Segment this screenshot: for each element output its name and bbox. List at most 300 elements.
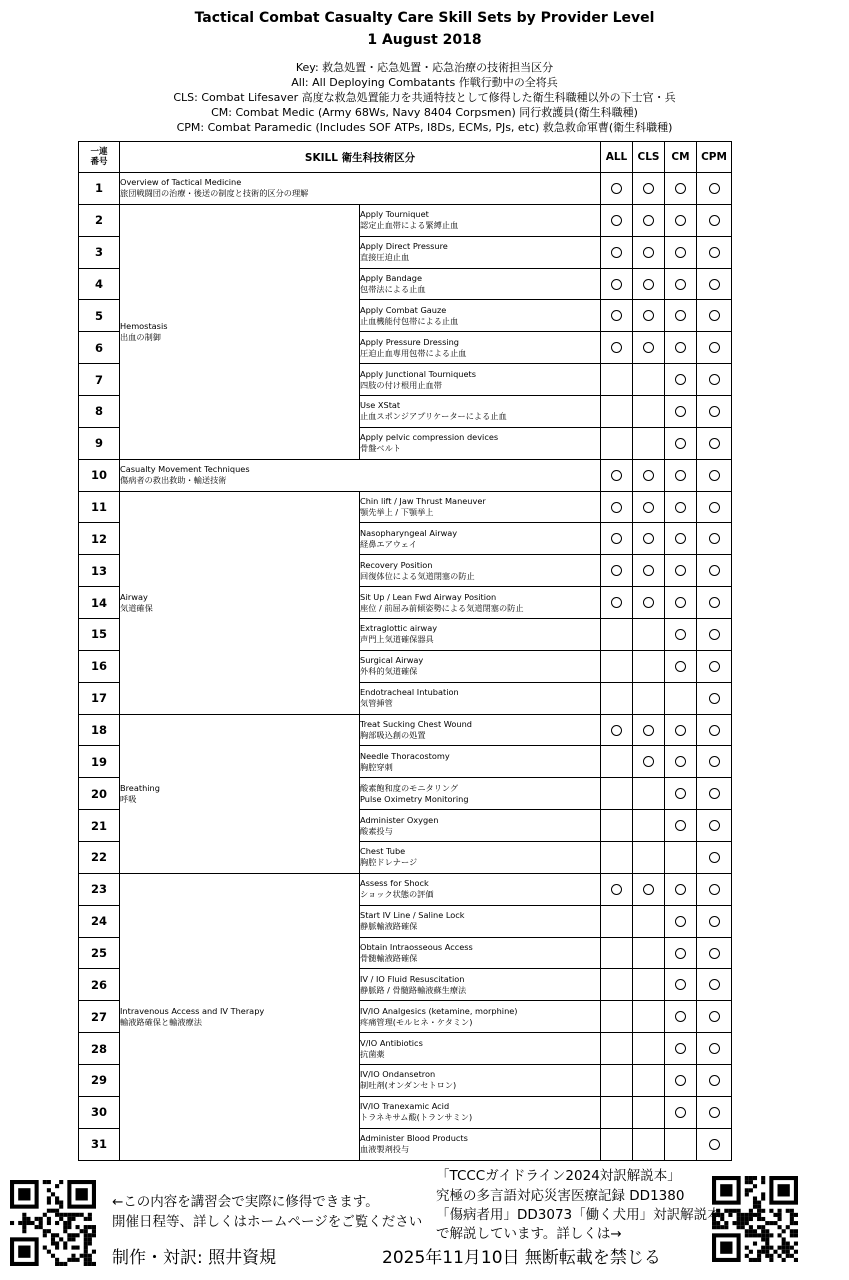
mark-cpm (697, 1001, 732, 1033)
mark-cm (665, 204, 697, 236)
circle-mark-icon (709, 533, 720, 544)
skill-en: Use XStat (360, 400, 401, 411)
key-line: CPM: Combat Paramedic (Includes SOF ATPs, I8Ds, ECMs, PJs, etc) 救急救命軍曹(衛生科職種) (176, 121, 673, 134)
circle-mark-icon (675, 884, 686, 895)
skill-en: Apply Junctional Tourniquets (360, 368, 476, 379)
mark-cls (633, 364, 665, 396)
circle-mark-icon (643, 279, 654, 290)
skill-ja: 制吐剤(オンダンセトロン) (360, 1080, 457, 1091)
category-ja: 輸液路確保と輸液療法 (120, 1016, 202, 1027)
skill-en: V/IO Antibiotics (360, 1037, 423, 1048)
mark-cm (665, 268, 697, 300)
circle-mark-icon (611, 725, 622, 736)
circle-mark-icon (675, 597, 686, 608)
mark-cm (665, 173, 697, 205)
category-ja: 呼吸 (120, 793, 137, 804)
skill-ja: 胸部吸込創の処置 (360, 730, 426, 741)
skill-ja: 骨盤ベルト (360, 443, 401, 454)
mark-cls (633, 459, 665, 491)
mark-cpm (697, 300, 732, 332)
skill-category (120, 873, 360, 1160)
skill-en: Administer Blood Products (360, 1133, 468, 1144)
mark-all (601, 555, 633, 587)
skill-en: IV/IO Ondansetron (360, 1069, 436, 1080)
mark-cls (633, 268, 665, 300)
mark-cm (665, 746, 697, 778)
skill-item (360, 842, 601, 874)
circle-mark-icon (675, 820, 686, 831)
circle-mark-icon (709, 1075, 720, 1086)
skill-item (360, 1096, 601, 1128)
circle-mark-icon (675, 629, 686, 640)
mark-cpm (697, 587, 732, 619)
mark-cm (665, 905, 697, 937)
circle-mark-icon (709, 1043, 720, 1054)
circle-mark-icon (709, 374, 720, 385)
circle-mark-icon (611, 533, 622, 544)
circle-mark-icon (709, 1011, 720, 1022)
mark-cpm (697, 555, 732, 587)
mark-all (601, 204, 633, 236)
circle-mark-icon (709, 438, 720, 449)
row-number: 15 (79, 619, 120, 651)
skill-item (360, 682, 601, 714)
mark-all (601, 523, 633, 555)
circle-mark-icon (709, 661, 720, 672)
page-date: 1 August 2018 (367, 32, 482, 48)
circle-mark-icon (643, 183, 654, 194)
mark-cm (665, 491, 697, 523)
circle-mark-icon (675, 756, 686, 767)
skill-table (78, 141, 732, 1161)
footer-left-line1: ←この内容を講習会で実際に修得できます。 (112, 1194, 379, 1210)
header-skill: SKILL 衛生科技術区分 (120, 142, 601, 173)
skill-en: Apply pelvic compression devices (360, 432, 499, 443)
skill-en: Chin lift / Jaw Thrust Maneuver (360, 496, 486, 507)
skill-item (360, 746, 601, 778)
skill-category (120, 459, 601, 491)
skill-en: Extraglottic airway (360, 623, 438, 634)
skill-en: Apply Pressure Dressing (360, 336, 460, 347)
mark-all (601, 300, 633, 332)
circle-mark-icon (643, 725, 654, 736)
mark-all (601, 364, 633, 396)
key-line: All: All Deploying Combatants 作戦行動中の全将兵 (291, 76, 558, 89)
mark-all (601, 459, 633, 491)
row-number: 7 (79, 364, 120, 396)
circle-mark-icon (709, 629, 720, 640)
mark-cpm (697, 1033, 732, 1065)
circle-mark-icon (643, 247, 654, 258)
row-number: 2 (79, 204, 120, 236)
mark-cls (633, 842, 665, 874)
row-number: 23 (79, 873, 120, 905)
mark-cls (633, 1128, 665, 1160)
mark-cm (665, 619, 697, 651)
row-number: 24 (79, 905, 120, 937)
footer-date-notice: 2025年11月10日 無断転載を禁じる (382, 1248, 661, 1268)
mark-cls (633, 937, 665, 969)
mark-all (601, 650, 633, 682)
mark-cpm (697, 268, 732, 300)
skill-ja: 四肢の付け根用止血帯 (360, 379, 442, 390)
row-number: 8 (79, 396, 120, 428)
page-title: Tactical Combat Casualty Care Skill Sets by Provider Level (194, 10, 655, 26)
skill-item (360, 491, 601, 523)
mark-cm (665, 682, 697, 714)
skill-en: Chest Tube (360, 846, 406, 857)
circle-mark-icon (709, 820, 720, 831)
mark-cm (665, 396, 697, 428)
circle-mark-icon (611, 470, 622, 481)
circle-mark-icon (611, 310, 622, 321)
row-number: 19 (79, 746, 120, 778)
circle-mark-icon (643, 310, 654, 321)
skill-ja: 胸腔ドレナージ (360, 857, 418, 868)
skill-en: Needle Thoracostomy (360, 750, 450, 761)
circle-mark-icon (709, 502, 720, 513)
mark-cls (633, 300, 665, 332)
circle-mark-icon (709, 310, 720, 321)
mark-cm (665, 1001, 697, 1033)
mark-cpm (697, 491, 732, 523)
circle-mark-icon (709, 406, 720, 417)
row-number: 18 (79, 714, 120, 746)
mark-all (601, 173, 633, 205)
skill-en: Endotracheal Intubation (360, 687, 459, 698)
mark-cm (665, 332, 697, 364)
row-number: 27 (79, 1001, 120, 1033)
skill-ja: 止血機能付包帯による止血 (360, 315, 459, 326)
mark-cls (633, 905, 665, 937)
mark-cls (633, 173, 665, 205)
table-header-row (79, 142, 732, 173)
circle-mark-icon (643, 565, 654, 576)
row-number: 5 (79, 300, 120, 332)
skill-item (360, 364, 601, 396)
mark-all (601, 778, 633, 810)
circle-mark-icon (675, 342, 686, 353)
skill-en: Apply Direct Pressure (360, 241, 448, 252)
mark-cm (665, 937, 697, 969)
row-number: 22 (79, 842, 120, 874)
table-row (79, 714, 732, 746)
mark-cpm (697, 778, 732, 810)
circle-mark-icon (675, 438, 686, 449)
row-number: 17 (79, 682, 120, 714)
mark-cm (665, 459, 697, 491)
mark-cm (665, 778, 697, 810)
header-cm: CM (665, 142, 697, 173)
circle-mark-icon (709, 916, 720, 927)
mark-cls (633, 969, 665, 1001)
header-cpm: CPM (697, 142, 732, 173)
mark-cpm (697, 650, 732, 682)
mark-cpm (697, 523, 732, 555)
mark-cls (633, 682, 665, 714)
circle-mark-icon (611, 342, 622, 353)
skill-en: Start IV Line / Saline Lock (360, 910, 465, 921)
skill-en: Recovery Position (360, 559, 433, 570)
skill-ja: 静脈路 / 骨髄路輸液蘇生療法 (360, 984, 467, 995)
mark-cm (665, 1096, 697, 1128)
qr-code-right-icon[interactable] (712, 1176, 798, 1262)
circle-mark-icon (611, 597, 622, 608)
skill-ja: Pulse Oximetry Monitoring (360, 793, 469, 804)
mark-cls (633, 1033, 665, 1065)
mark-cpm (697, 810, 732, 842)
mark-cpm (697, 842, 732, 874)
skill-item (360, 1065, 601, 1097)
mark-all (601, 746, 633, 778)
skill-ja: ショック状態の評価 (360, 889, 434, 900)
circle-mark-icon (675, 948, 686, 959)
skill-item (360, 714, 601, 746)
category-en: Hemostasis (120, 320, 168, 331)
skill-ja: 顎先挙上 / 下顎挙上 (360, 507, 434, 518)
mark-all (601, 714, 633, 746)
skill-ja: 圧迫止血専用包帯による止血 (360, 347, 467, 358)
row-number: 20 (79, 778, 120, 810)
mark-all (601, 619, 633, 651)
circle-mark-icon (675, 565, 686, 576)
mark-cls (633, 1065, 665, 1097)
skill-ja: 胸腔穿刺 (360, 761, 393, 772)
mark-all (601, 587, 633, 619)
row-number: 3 (79, 236, 120, 268)
skill-item (360, 810, 601, 842)
mark-cm (665, 1033, 697, 1065)
footer-right-line4: で解説しています。詳しくは→ (436, 1226, 622, 1242)
circle-mark-icon (709, 342, 720, 353)
mark-all (601, 268, 633, 300)
skill-item (360, 1033, 601, 1065)
mark-cls (633, 396, 665, 428)
circle-mark-icon (675, 279, 686, 290)
mark-all (601, 491, 633, 523)
header-cls: CLS (633, 142, 665, 173)
mark-cls (633, 746, 665, 778)
circle-mark-icon (611, 279, 622, 290)
footer-right-line3: 「傷病者用」DD3073「働く犬用」対訳解説本 (436, 1207, 721, 1223)
mark-cpm (697, 332, 732, 364)
mark-cls (633, 236, 665, 268)
skill-item (360, 268, 601, 300)
table-row (79, 204, 732, 236)
header-all: ALL (601, 142, 633, 173)
circle-mark-icon (675, 725, 686, 736)
mark-cpm (697, 1065, 732, 1097)
mark-cpm (697, 746, 732, 778)
circle-mark-icon (643, 215, 654, 226)
circle-mark-icon (675, 533, 686, 544)
skill-en: IV/IO Analgesics (ketamine, morphine) (360, 1005, 518, 1016)
mark-cpm (697, 619, 732, 651)
circle-mark-icon (675, 406, 686, 417)
mark-all (601, 810, 633, 842)
header-number: 一連 番号 (79, 142, 120, 173)
mark-all (601, 1096, 633, 1128)
row-number: 16 (79, 650, 120, 682)
circle-mark-icon (675, 1107, 686, 1118)
row-number: 14 (79, 587, 120, 619)
skill-en: IV/IO Tranexamic Acid (360, 1101, 450, 1112)
mark-cm (665, 427, 697, 459)
mark-cpm (697, 937, 732, 969)
mark-cm (665, 1065, 697, 1097)
circle-mark-icon (709, 597, 720, 608)
circle-mark-icon (643, 502, 654, 513)
mark-cpm (697, 873, 732, 905)
skill-item (360, 236, 601, 268)
row-number: 26 (79, 969, 120, 1001)
key-line: Key: 救急処置・応急処置・応急治療の技術担当区分 (295, 61, 554, 74)
skill-item (360, 587, 601, 619)
circle-mark-icon (675, 183, 686, 194)
row-number: 12 (79, 523, 120, 555)
circle-mark-icon (675, 979, 686, 990)
row-number: 31 (79, 1128, 120, 1160)
mark-cm (665, 555, 697, 587)
mark-cm (665, 300, 697, 332)
circle-mark-icon (709, 852, 720, 863)
row-number: 11 (79, 491, 120, 523)
skill-category (120, 491, 360, 714)
skill-ja: 気管挿管 (360, 698, 393, 709)
skill-en: Apply Tourniquet (360, 209, 429, 220)
circle-mark-icon (643, 533, 654, 544)
circle-mark-icon (709, 1107, 720, 1118)
mark-cls (633, 332, 665, 364)
circle-mark-icon (709, 215, 720, 226)
skill-category (120, 173, 601, 205)
mark-all (601, 969, 633, 1001)
mark-cpm (697, 905, 732, 937)
skill-en: Surgical Airway (360, 655, 424, 666)
mark-cm (665, 650, 697, 682)
skill-en: Apply Bandage (360, 273, 422, 283)
skill-en: Treat Sucking Chest Wound (360, 719, 472, 730)
skill-item (360, 1128, 601, 1160)
category-en: Airway (120, 591, 148, 602)
mark-cm (665, 236, 697, 268)
skill-item (360, 650, 601, 682)
skill-en: Assess for Shock (360, 878, 429, 889)
circle-mark-icon (675, 310, 686, 321)
mark-cpm (697, 1096, 732, 1128)
skill-item (360, 523, 601, 555)
mark-cls (633, 555, 665, 587)
mark-all (601, 1033, 633, 1065)
mark-cpm (697, 173, 732, 205)
circle-mark-icon (675, 1011, 686, 1022)
mark-cls (633, 873, 665, 905)
mark-cm (665, 810, 697, 842)
mark-cm (665, 523, 697, 555)
category-en: Casualty Movement Techniques (120, 464, 250, 475)
circle-mark-icon (675, 470, 686, 481)
mark-all (601, 1128, 633, 1160)
row-number: 1 (79, 173, 120, 205)
category-ja: 出血の制御 (120, 331, 161, 342)
circle-mark-icon (709, 279, 720, 290)
mark-all (601, 1001, 633, 1033)
mark-cpm (697, 364, 732, 396)
mark-all (601, 1065, 633, 1097)
skill-ja: 止血スポンジアプリケーターによる止血 (360, 411, 507, 422)
circle-mark-icon (709, 756, 720, 767)
mark-cls (633, 427, 665, 459)
mark-cpm (697, 427, 732, 459)
circle-mark-icon (709, 788, 720, 799)
circle-mark-icon (709, 725, 720, 736)
circle-mark-icon (643, 597, 654, 608)
row-number: 29 (79, 1065, 120, 1097)
skill-item (360, 905, 601, 937)
skill-ja: 外科的気道確保 (360, 666, 418, 677)
circle-mark-icon (709, 183, 720, 194)
skill-item (360, 332, 601, 364)
skill-item (360, 1001, 601, 1033)
mark-cpm (697, 236, 732, 268)
mark-all (601, 937, 633, 969)
circle-mark-icon (709, 979, 720, 990)
circle-mark-icon (709, 948, 720, 959)
table-row (79, 459, 732, 491)
skill-category (120, 714, 360, 873)
mark-cpm (697, 459, 732, 491)
qr-code-left-icon[interactable] (10, 1180, 96, 1266)
mark-cm (665, 364, 697, 396)
skill-en: IV / IO Fluid Resuscitation (360, 973, 465, 984)
category-ja: 旅団戦闘団の治療・後送の制度と技術的区分の理解 (120, 188, 309, 199)
mark-cls (633, 523, 665, 555)
skill-item (360, 873, 601, 905)
skill-item (360, 778, 601, 810)
circle-mark-icon (675, 1043, 686, 1054)
circle-mark-icon (643, 470, 654, 481)
mark-all (601, 905, 633, 937)
row-number: 21 (79, 810, 120, 842)
circle-mark-icon (675, 661, 686, 672)
circle-mark-icon (675, 788, 686, 799)
skill-ja: 座位 / 前屈み前傾姿勢による気道閉塞の防止 (360, 602, 524, 613)
mark-cls (633, 491, 665, 523)
category-en: Overview of Tactical Medicine (120, 177, 242, 188)
circle-mark-icon (643, 884, 654, 895)
circle-mark-icon (709, 565, 720, 576)
skill-ja: 骨髄輸液路確保 (360, 953, 418, 964)
key-line: CLS: Combat Lifesaver 高度な救急処置能力を共通特技として修得した衛生科職種以外の下士官・兵 (173, 91, 676, 104)
footer-right-line1: 「TCCCガイドライン2024対訳解説本」 (436, 1168, 681, 1184)
skill-ja: 包帯法による止血 (360, 284, 426, 294)
category-en: Breathing (120, 782, 160, 793)
table-row (79, 491, 732, 523)
skill-category (120, 204, 360, 459)
skill-item (360, 396, 601, 428)
row-number: 4 (79, 268, 120, 300)
circle-mark-icon (643, 756, 654, 767)
footer-left-line2: 開催日程等、詳しくはホームページをご覧ください (112, 1214, 423, 1230)
skill-en: Obtain Intraosseous Access (360, 942, 473, 953)
skill-en: 酸素飽和度のモニタリング (360, 782, 459, 793)
row-number: 9 (79, 427, 120, 459)
skill-item (360, 619, 601, 651)
circle-mark-icon (709, 247, 720, 258)
mark-cpm (697, 396, 732, 428)
row-number: 13 (79, 555, 120, 587)
mark-all (601, 682, 633, 714)
